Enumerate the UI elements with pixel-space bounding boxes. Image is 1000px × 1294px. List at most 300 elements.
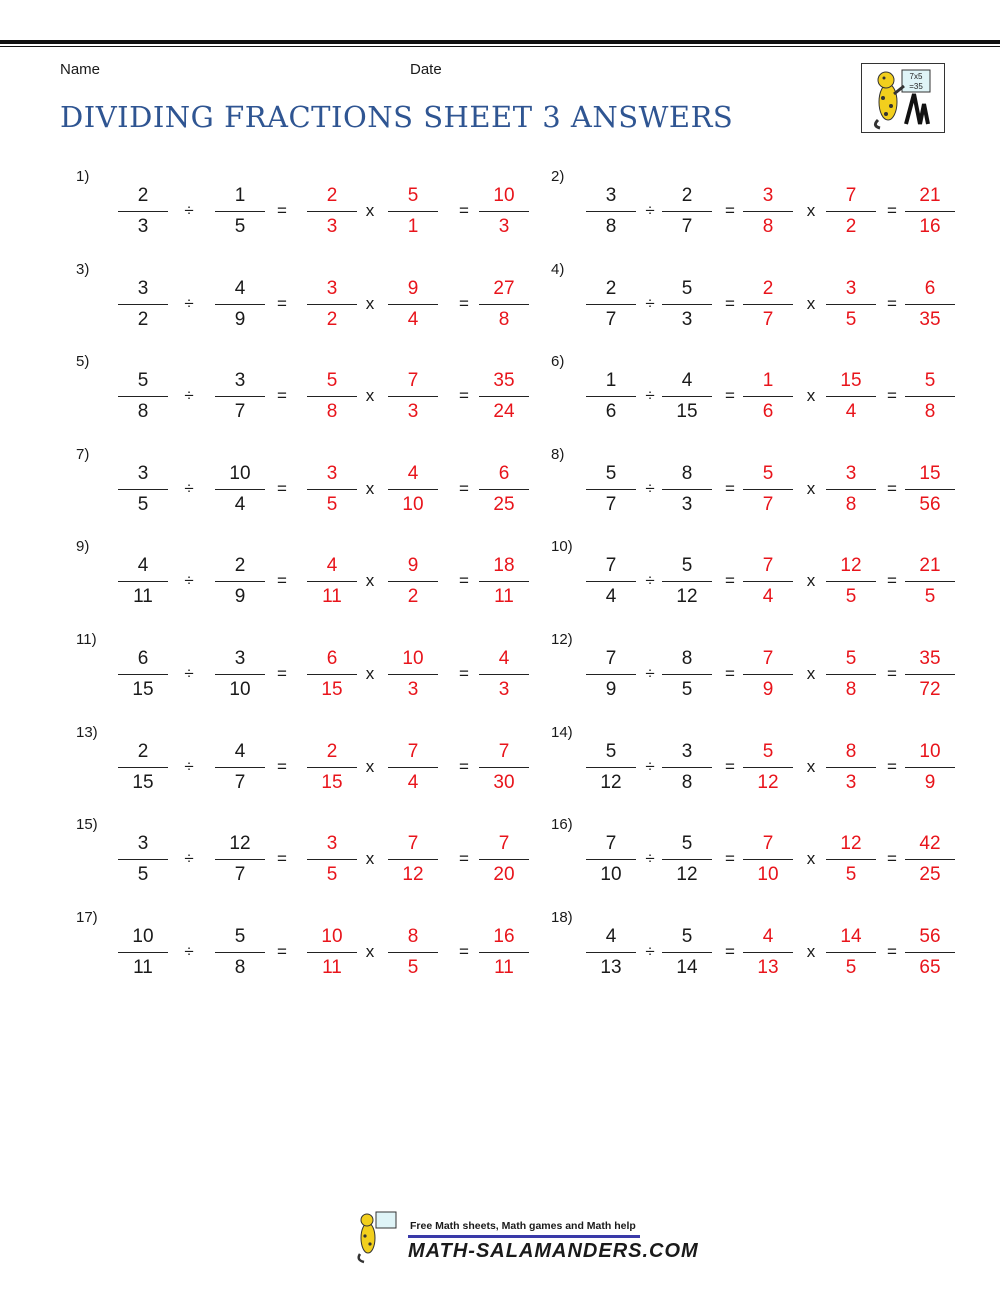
fraction-b [662, 182, 712, 242]
problem-6 [551, 353, 981, 423]
fraction-b [215, 738, 265, 798]
equals-sign: = [725, 201, 735, 220]
fraction-bar [215, 489, 265, 490]
numerator: 7 [498, 833, 510, 855]
fraction-b [215, 460, 265, 520]
denominator: 2 [845, 216, 857, 237]
problem-number: 9) [76, 538, 90, 556]
fraction-bar [215, 581, 265, 582]
fraction-ra [307, 738, 357, 798]
fraction-b [215, 367, 265, 427]
equals-sign: = [887, 756, 897, 776]
fraction-bar [743, 767, 793, 768]
fraction-ans [905, 923, 955, 983]
equals-sign: = [887, 849, 897, 869]
numerator: 1 [605, 370, 617, 392]
fraction-ra [743, 552, 793, 612]
equals-sign: = [277, 386, 287, 406]
equals-sign: = [277, 849, 287, 869]
fraction-ra [743, 275, 793, 335]
fraction-ra [743, 923, 793, 983]
denominator: 12 [600, 771, 622, 793]
numerator: 4 [498, 648, 510, 669]
numerator: 5 [762, 462, 774, 484]
fraction-bar [118, 767, 168, 768]
numerator: 14 [840, 925, 862, 947]
denominator: 8 [498, 308, 510, 330]
numerator: 4 [234, 740, 246, 762]
problem-16 [551, 816, 981, 886]
denominator: 7 [681, 216, 693, 237]
fraction-bar [388, 581, 438, 582]
denominator: 56 [919, 493, 941, 515]
fraction-rb [826, 923, 876, 983]
equals-sign: = [277, 478, 287, 498]
times-sign: x [365, 293, 375, 313]
fraction-a [586, 830, 636, 890]
numerator: 3 [326, 462, 338, 484]
denominator: 72 [919, 679, 941, 700]
denominator: 12 [676, 864, 698, 886]
fraction-bar [826, 211, 876, 212]
fraction-bar [307, 859, 357, 860]
fraction-bar [307, 396, 357, 397]
problem-11 [76, 631, 510, 700]
fraction-bar [905, 674, 955, 675]
fraction-bar [743, 674, 793, 675]
denominator: 7 [605, 493, 617, 515]
equals-sign: = [459, 293, 469, 313]
numerator: 2 [326, 740, 338, 762]
fraction-bar [118, 581, 168, 582]
denominator: 3 [407, 679, 419, 700]
denominator: 10 [229, 679, 251, 700]
fraction-bar [905, 767, 955, 768]
numerator: 2 [762, 277, 774, 299]
denominator: 9 [762, 679, 774, 700]
fraction-a [586, 923, 636, 983]
fraction-a [586, 552, 636, 612]
fraction-ans [905, 275, 955, 335]
equals-sign: = [277, 571, 287, 591]
fraction-rb [388, 923, 438, 983]
equals-sign: = [887, 386, 897, 406]
numerator: 7 [407, 833, 419, 855]
fraction-ans [905, 645, 955, 705]
fraction-ans [905, 460, 955, 520]
equals-sign: = [459, 478, 469, 498]
fraction-bar [307, 489, 357, 490]
fraction-bar [215, 767, 265, 768]
denominator: 5 [234, 216, 246, 237]
fraction-rb [388, 182, 438, 242]
fraction-bar [118, 952, 168, 953]
divide-sign: ÷ [645, 201, 655, 220]
denominator: 3 [681, 493, 693, 515]
fraction-b [662, 275, 712, 335]
denominator: 5 [845, 864, 857, 886]
problem-4 [551, 260, 981, 330]
problem-number: 11) [76, 631, 97, 648]
fraction-bar [905, 581, 955, 582]
numerator: 1 [762, 370, 774, 392]
fraction-a [118, 275, 168, 335]
divide-sign: ÷ [645, 941, 655, 961]
denominator: 35 [919, 308, 941, 330]
denominator: 9 [234, 586, 246, 608]
numerator: 12 [840, 555, 862, 577]
equals-sign: = [459, 571, 469, 591]
fraction-ans [479, 275, 529, 335]
denominator: 5 [137, 864, 149, 886]
numerator: 42 [919, 833, 941, 855]
fraction-bar [586, 396, 636, 397]
numerator: 6 [924, 277, 936, 299]
numerator: 3 [845, 277, 857, 299]
denominator: 4 [407, 308, 419, 330]
problem-12 [551, 631, 981, 700]
problem-3 [76, 260, 515, 330]
fraction-ra [743, 367, 793, 427]
denominator: 25 [493, 493, 515, 515]
numerator: 5 [407, 185, 419, 206]
denominator: 5 [137, 493, 149, 515]
fraction-bar [826, 396, 876, 397]
denominator: 7 [762, 308, 774, 330]
numerator: 2 [605, 277, 617, 299]
times-sign: x [365, 478, 375, 498]
denominator: 2 [326, 308, 338, 330]
fraction-bar [662, 767, 712, 768]
equals-sign: = [277, 201, 287, 220]
fraction-b [215, 275, 265, 335]
denominator: 65 [919, 956, 941, 978]
equals-sign: = [277, 293, 287, 313]
fraction-bar [215, 952, 265, 953]
equals-sign: = [887, 571, 897, 591]
problem-15 [76, 816, 515, 886]
fraction-ra [743, 830, 793, 890]
times-sign: x [365, 201, 375, 220]
numerator: 9 [407, 277, 419, 299]
numerator: 3 [681, 740, 693, 762]
numerator: 4 [326, 555, 338, 577]
footer-underline [408, 1235, 640, 1238]
denominator: 3 [326, 216, 338, 237]
fraction-bar [215, 396, 265, 397]
fraction-bar [662, 211, 712, 212]
divide-sign: ÷ [645, 478, 655, 498]
problem-5 [76, 353, 515, 423]
problem-number: 2) [551, 168, 565, 185]
denominator: 8 [681, 771, 693, 793]
fraction-bar [586, 211, 636, 212]
fraction-a [118, 645, 168, 705]
denominator: 11 [494, 956, 514, 978]
numerator: 10 [321, 925, 343, 947]
numerator: 10 [919, 740, 941, 762]
fraction-bar [826, 859, 876, 860]
fraction-b [662, 830, 712, 890]
fraction-a [118, 552, 168, 612]
numerator: 9 [407, 555, 419, 577]
numerator: 4 [407, 462, 419, 484]
problem-number: 17) [76, 908, 98, 926]
fraction-a [586, 460, 636, 520]
fraction-bar [826, 767, 876, 768]
fraction-bar [388, 767, 438, 768]
fraction-bar [586, 581, 636, 582]
fraction-b [215, 182, 265, 242]
fraction-bar [215, 859, 265, 860]
fraction-bar [743, 952, 793, 953]
denominator: 5 [407, 956, 419, 978]
equals-sign: = [725, 478, 735, 498]
fraction-rb [388, 367, 438, 427]
problem-number: 13) [76, 723, 98, 741]
denominator: 5 [845, 586, 857, 608]
date-label: Date [410, 61, 442, 78]
numerator: 1 [234, 185, 246, 206]
numerator: 8 [681, 648, 693, 669]
fraction-bar [307, 952, 357, 953]
fraction-a [118, 460, 168, 520]
denominator: 16 [919, 216, 941, 237]
fraction-bar [826, 581, 876, 582]
denominator: 8 [762, 216, 774, 237]
divide-sign: ÷ [645, 386, 655, 406]
numerator: 2 [137, 740, 149, 762]
numerator: 3 [234, 648, 246, 669]
fraction-rb [388, 460, 438, 520]
denominator: 12 [402, 864, 424, 886]
numerator: 21 [919, 185, 941, 206]
denominator: 15 [676, 401, 698, 423]
fraction-bar [586, 674, 636, 675]
fraction-rb [826, 552, 876, 612]
denominator: 13 [757, 956, 779, 978]
fraction-bar [586, 304, 636, 305]
numerator: 10 [493, 185, 515, 206]
numerator: 3 [762, 185, 774, 206]
fraction-ans [479, 645, 529, 705]
numerator: 10 [402, 648, 424, 669]
numerator: 7 [762, 833, 774, 855]
numerator: 2 [137, 185, 149, 206]
numerator: 4 [762, 925, 774, 947]
numerator: 5 [681, 833, 693, 855]
denominator: 13 [600, 956, 622, 978]
fraction-bar [215, 304, 265, 305]
times-sign: x [806, 478, 816, 498]
problem-10 [551, 538, 981, 608]
fraction-bar [479, 767, 529, 768]
problem-number: 15) [76, 816, 98, 834]
fraction-bar [586, 489, 636, 490]
problem-number: 12) [551, 631, 573, 648]
fraction-bar [743, 211, 793, 212]
numerator: 21 [919, 555, 941, 577]
fraction-bar [307, 304, 357, 305]
problem-8 [551, 445, 981, 515]
denominator: 12 [757, 771, 779, 793]
fraction-ra [743, 460, 793, 520]
fraction-a [118, 923, 168, 983]
numerator: 7 [407, 740, 419, 762]
denominator: 7 [234, 864, 246, 886]
footer-site-name: MATH-SALAMANDERS.COM [408, 1240, 699, 1262]
numerator: 3 [234, 370, 246, 392]
numerator: 3 [326, 277, 338, 299]
fraction-bar [118, 211, 168, 212]
denominator: 24 [493, 401, 515, 423]
denominator: 9 [234, 308, 246, 330]
numerator: 4 [681, 370, 693, 392]
numerator: 4 [605, 925, 617, 947]
denominator: 25 [919, 864, 941, 886]
fraction-bar [388, 489, 438, 490]
fraction-rb [826, 182, 876, 242]
equals-sign: = [459, 756, 469, 776]
divide-sign: ÷ [184, 664, 194, 683]
fraction-bar [118, 674, 168, 675]
fraction-a [118, 738, 168, 798]
equals-sign: = [277, 756, 287, 776]
fraction-bar [905, 304, 955, 305]
fraction-ans [905, 182, 955, 242]
fraction-ans [479, 923, 529, 983]
numerator: 8 [407, 925, 419, 947]
fraction-ans [905, 738, 955, 798]
numerator: 56 [919, 925, 941, 947]
numerator: 15 [919, 462, 941, 484]
fraction-bar [479, 304, 529, 305]
denominator: 5 [326, 864, 338, 886]
divide-sign: ÷ [184, 293, 194, 313]
problem-2 [551, 168, 981, 237]
top-rule [0, 40, 1000, 44]
numerator: 5 [845, 648, 857, 669]
times-sign: x [365, 571, 375, 591]
fraction-rb [826, 645, 876, 705]
fraction-bar [743, 581, 793, 582]
fraction-bar [388, 674, 438, 675]
equals-sign: = [725, 571, 735, 591]
denominator: 11 [322, 956, 342, 978]
fraction-a [118, 182, 168, 242]
denominator: 8 [845, 679, 857, 700]
fraction-bar [307, 211, 357, 212]
footer-tagline: Free Math sheets, Math games and Math help [410, 1220, 636, 1232]
divide-sign: ÷ [184, 849, 194, 869]
fraction-ra [743, 738, 793, 798]
problem-9 [76, 538, 515, 608]
numerator: 7 [605, 833, 617, 855]
name-label: Name [60, 61, 101, 78]
fraction-rb [388, 738, 438, 798]
numerator: 5 [326, 370, 338, 392]
equals-sign: = [725, 386, 735, 406]
problem-number: 4) [551, 260, 565, 278]
times-sign: x [365, 941, 375, 961]
fraction-ra [743, 645, 793, 705]
page-title: DIVIDING FRACTIONS SHEET 3 ANSWERS [60, 100, 734, 134]
equals-sign: = [725, 756, 735, 776]
denominator: 14 [676, 956, 698, 978]
denominator: 3 [137, 216, 149, 237]
numerator: 4 [234, 277, 246, 299]
numerator: 7 [605, 648, 617, 669]
problem-18 [551, 908, 981, 978]
divide-sign: ÷ [645, 756, 655, 776]
denominator: 2 [137, 308, 149, 330]
fraction-ans [479, 460, 529, 520]
fraction-ans [479, 182, 529, 242]
numerator: 5 [681, 277, 693, 299]
logo-text-bottom: =35 [909, 82, 923, 91]
fraction-ra [307, 275, 357, 335]
fraction-bar [479, 211, 529, 212]
fraction-bar [826, 304, 876, 305]
fraction-bar [307, 674, 357, 675]
fraction-bar [662, 581, 712, 582]
equals-sign: = [459, 849, 469, 869]
numerator: 7 [762, 555, 774, 577]
numerator: 12 [840, 833, 862, 855]
numerator: 5 [681, 925, 693, 947]
problem-13 [76, 723, 515, 793]
fraction-bar [479, 674, 529, 675]
numerator: 5 [762, 740, 774, 762]
fraction-bar [479, 952, 529, 953]
numerator: 35 [919, 648, 941, 669]
fraction-bar [662, 859, 712, 860]
divide-sign: ÷ [184, 478, 194, 498]
fraction-bar [905, 859, 955, 860]
denominator: 9 [924, 771, 936, 793]
fraction-bar [479, 859, 529, 860]
equals-sign: = [277, 941, 287, 961]
fraction-rb [826, 738, 876, 798]
fraction-a [118, 367, 168, 427]
divide-sign: ÷ [645, 849, 655, 869]
problem-number: 10) [551, 538, 573, 556]
equals-sign: = [725, 849, 735, 869]
fraction-bar [215, 211, 265, 212]
denominator: 15 [132, 679, 154, 700]
numerator: 5 [234, 925, 246, 947]
numerator: 27 [493, 277, 515, 299]
denominator: 15 [132, 771, 154, 793]
fraction-bar [905, 211, 955, 212]
denominator: 7 [234, 771, 246, 793]
equals-sign: = [887, 478, 897, 498]
denominator: 5 [845, 956, 857, 978]
problem-number: 7) [76, 445, 90, 463]
numerator: 5 [681, 555, 693, 577]
numerator: 5 [605, 462, 617, 484]
equals-sign: = [459, 386, 469, 406]
times-sign: x [806, 756, 816, 776]
numerator: 12 [229, 833, 251, 855]
fraction-bar [743, 489, 793, 490]
fraction-bar [118, 304, 168, 305]
times-sign: x [806, 664, 816, 683]
fraction-b [662, 923, 712, 983]
divide-sign: ÷ [184, 941, 194, 961]
denominator: 4 [762, 586, 774, 608]
fraction-bar [826, 952, 876, 953]
